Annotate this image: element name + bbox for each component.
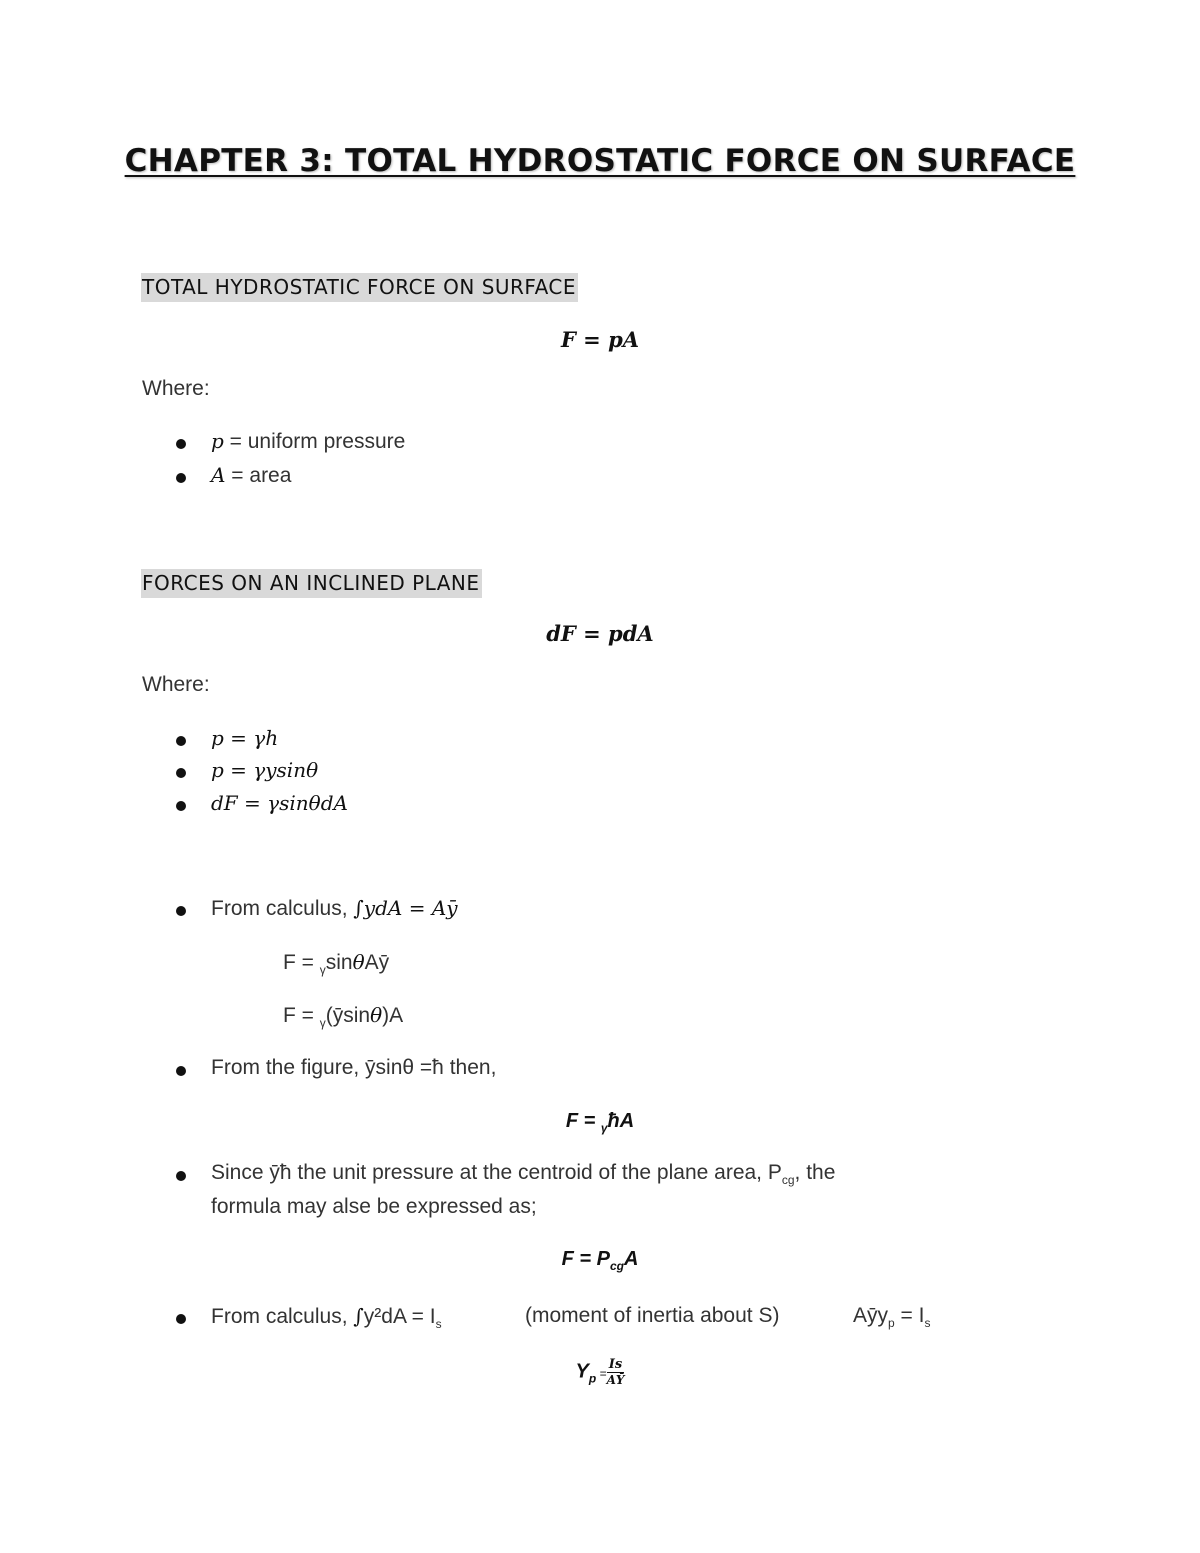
bullet-icon — [176, 906, 186, 916]
bullet-icon — [176, 736, 186, 746]
f-line-2 — [283, 1003, 403, 1030]
calculus-math: ∫𝑦𝑑𝐴 = 𝐴𝑦̄ — [353, 896, 458, 920]
gamma: γ — [319, 1016, 326, 1030]
list-item: 𝑝 = 𝛾𝑦𝑠𝑖𝑛𝜃 — [211, 758, 319, 782]
eq-part: F = P — [561, 1248, 610, 1270]
subscript-cg: cg — [609, 1259, 624, 1273]
subscript-cg: cg — [781, 1173, 795, 1187]
var-p: 𝑝 — [211, 429, 224, 453]
numerator: Is — [607, 1358, 625, 1373]
equation-df-pda: 𝒅𝑭 = 𝒑𝒅𝑨 — [546, 621, 654, 646]
equation-f-gamma-h — [0, 1110, 1200, 1135]
list-item-continuation: formula may alse be expressed as; — [211, 1195, 537, 1218]
equation-yp — [0, 1358, 1200, 1386]
calculus-text: From calculus, — [211, 1305, 354, 1328]
subscript-p: p — [588, 1371, 597, 1386]
list-item: 𝑝 = 𝛾ℎ — [211, 726, 279, 750]
equation-f-pcg-a — [0, 1248, 1200, 1273]
subscript-s: s — [435, 1317, 442, 1331]
page-title: CHAPTER 3: TOTAL HYDROSTATIC FORCE ON SURFACE — [124, 143, 1076, 179]
gamma: γ — [319, 963, 326, 977]
list-item — [211, 1161, 835, 1187]
since-text: Since ȳħ the unit pressure at the centroid of the plane area, P — [211, 1161, 782, 1184]
moment-of-inertia-note: (moment of inertia about S) — [525, 1304, 780, 1327]
section-heading-total-force: TOTAL HYDROSTATIC FORCE ON SURFACE — [141, 273, 578, 302]
where-label: Where: — [142, 673, 210, 696]
f-line-1-c: Aȳ — [364, 951, 390, 974]
where-label: Where: — [142, 377, 210, 400]
list-item: From the figure, ȳsinθ =ħ then, — [211, 1056, 497, 1079]
since-end: , the — [794, 1161, 836, 1184]
bullet-icon — [176, 768, 186, 778]
var-a-desc: = area — [225, 464, 292, 487]
bullet-icon — [176, 801, 186, 811]
integral-sign: ∫ — [353, 1304, 364, 1328]
list-item — [211, 429, 405, 454]
f-line-2-b: (ȳsin — [325, 1004, 371, 1027]
bullet-icon — [176, 473, 186, 483]
list-item: 𝑑𝐹 = 𝛾𝑠𝑖𝑛𝜃𝑑𝐴 — [211, 791, 348, 815]
y2da: y²dA = I — [363, 1305, 436, 1328]
denominator: AȲ — [606, 1373, 625, 1387]
eq-part: Y — [575, 1360, 589, 1383]
bullet-icon — [176, 439, 186, 449]
list-item — [211, 1304, 442, 1331]
theta: θ — [352, 950, 365, 974]
gamma: γ — [600, 1121, 608, 1135]
var-a: 𝐴 — [211, 463, 226, 487]
list-item — [211, 463, 291, 488]
var-p-desc: = uniform pressure — [223, 430, 406, 453]
equation-f-pa: 𝑭 = 𝒑𝑨 — [560, 327, 640, 352]
list-item — [211, 896, 458, 921]
ay-yp-equation — [853, 1304, 930, 1330]
subscript-p: p — [888, 1316, 895, 1330]
f-line-2-a: F = — [283, 1004, 320, 1027]
eq-part: = — [596, 1366, 607, 1381]
eq-part: = I — [894, 1304, 925, 1327]
bullet-icon — [176, 1171, 186, 1181]
eq-part: ħA — [607, 1110, 635, 1132]
calculus-text: From calculus, — [211, 897, 354, 920]
f-line-1-b: sin — [325, 951, 353, 974]
eq-part: Aȳy — [853, 1304, 889, 1327]
f-line-2-c: )A — [382, 1004, 404, 1027]
subscript-s: s — [924, 1316, 931, 1330]
bullet-icon — [176, 1314, 186, 1324]
f-line-1 — [283, 950, 389, 977]
section-heading-inclined-plane: FORCES ON AN INCLINED PLANE — [141, 569, 482, 598]
fraction — [607, 1358, 625, 1386]
theta: θ — [370, 1003, 383, 1027]
bullet-icon — [176, 1066, 186, 1076]
f-line-1-a: F = — [283, 951, 320, 974]
eq-part: F = — [565, 1110, 601, 1132]
eq-part: A — [623, 1248, 639, 1270]
